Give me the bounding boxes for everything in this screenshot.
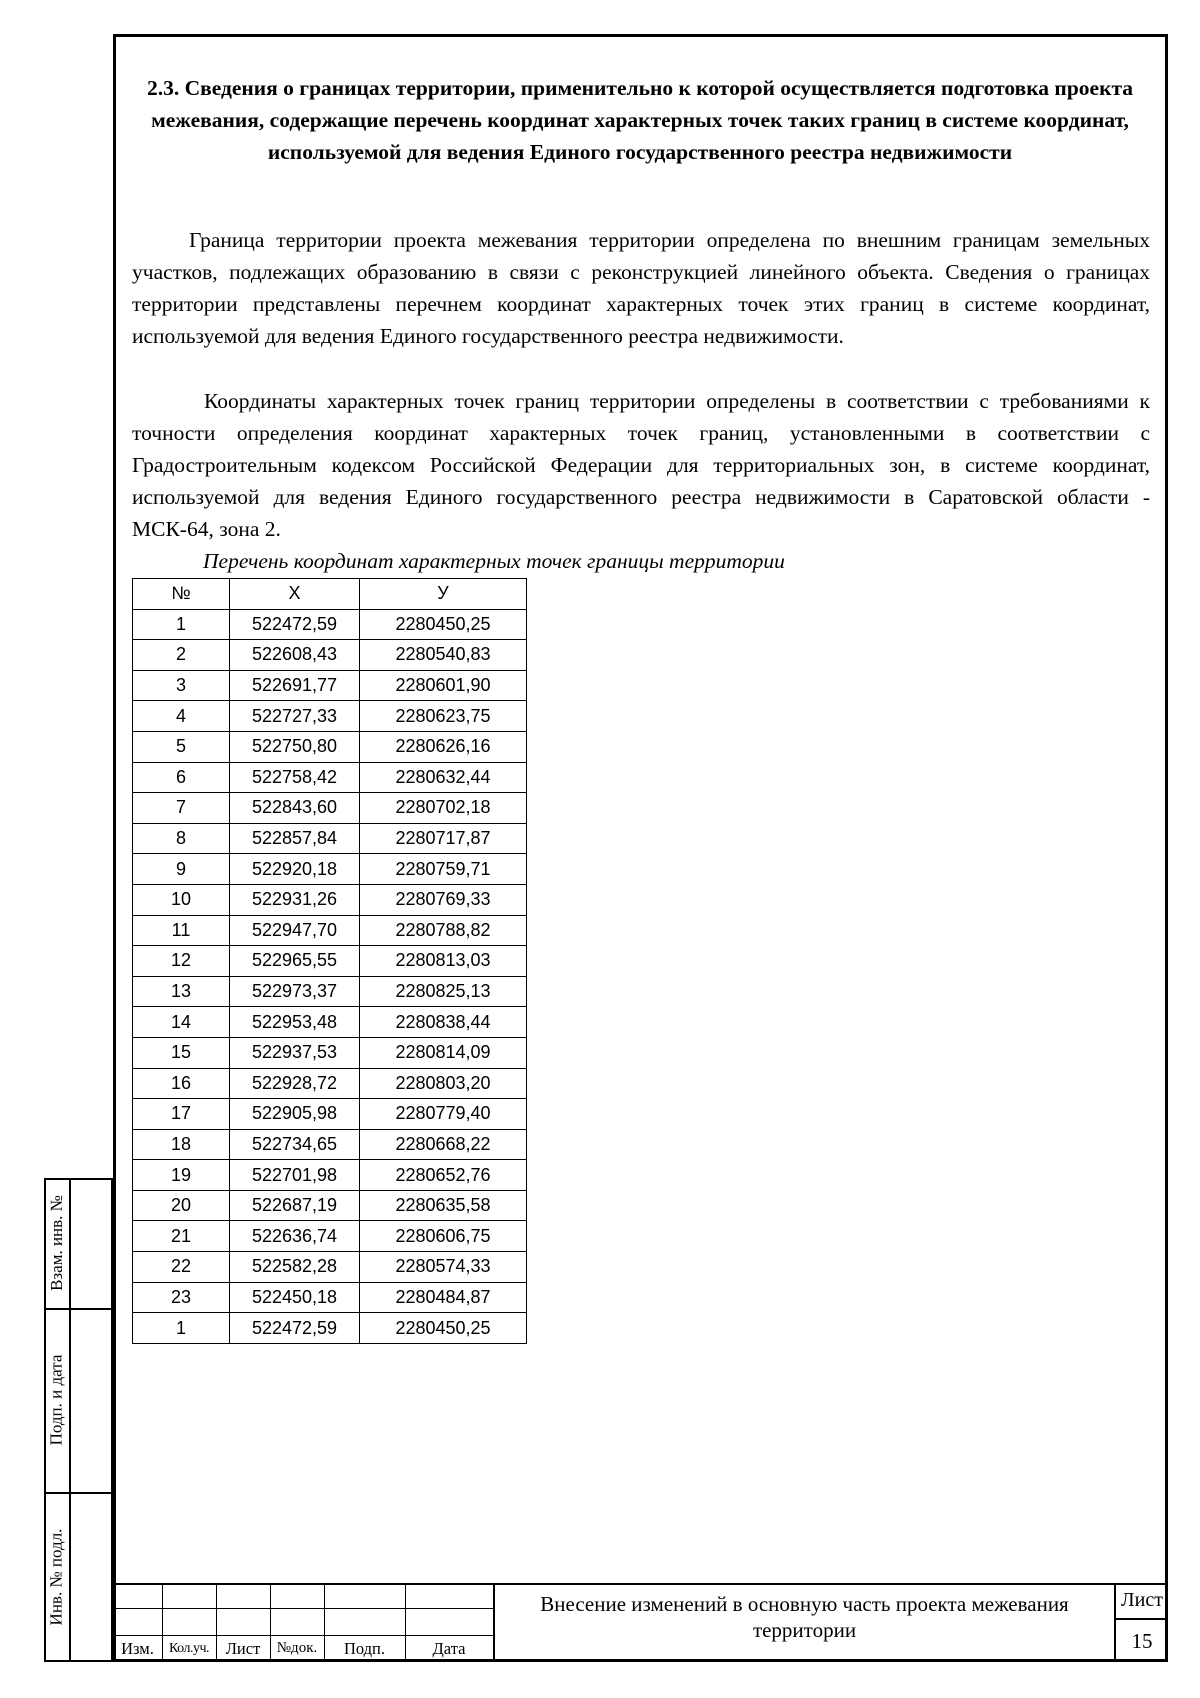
table-row xyxy=(133,762,527,793)
cell-x: 522920,18 xyxy=(230,854,360,885)
cell-x: 522947,70 xyxy=(230,915,360,946)
cell-number: 6 xyxy=(133,762,230,793)
cell-y: 2280717,87 xyxy=(360,823,527,854)
cell-number: 2 xyxy=(133,640,230,671)
header-number: № xyxy=(133,579,230,610)
table-row xyxy=(133,1129,527,1160)
cell-y: 2280626,16 xyxy=(360,731,527,762)
cell-x: 522691,77 xyxy=(230,670,360,701)
table-row xyxy=(133,1282,527,1313)
header-x: Х xyxy=(230,579,360,610)
cell-number: 22 xyxy=(133,1252,230,1283)
cell-x: 522608,43 xyxy=(230,640,360,671)
revision-grid-line xyxy=(113,1608,493,1609)
cell-y: 2280450,25 xyxy=(360,1313,527,1344)
cell-number: 15 xyxy=(133,1037,230,1068)
cell-number: 7 xyxy=(133,793,230,824)
cell-y: 2280779,40 xyxy=(360,1099,527,1130)
table-row xyxy=(133,701,527,732)
cell-x: 522843,60 xyxy=(230,793,360,824)
cell-y: 2280825,13 xyxy=(360,976,527,1007)
cell-x: 522965,55 xyxy=(230,946,360,977)
table-row xyxy=(133,793,527,824)
cell-y: 2280574,33 xyxy=(360,1252,527,1283)
table-row xyxy=(133,946,527,977)
column-document-number: №док. xyxy=(276,1640,318,1656)
table-row xyxy=(133,823,527,854)
cell-number: 23 xyxy=(133,1282,230,1313)
cell-number: 19 xyxy=(133,1160,230,1191)
title-block xyxy=(113,1583,1168,1662)
table-row xyxy=(133,1313,527,1344)
cell-x: 522937,53 xyxy=(230,1037,360,1068)
column-signature: Подп. xyxy=(343,1638,386,1658)
cell-x: 522701,98 xyxy=(230,1160,360,1191)
table-row xyxy=(133,640,527,671)
cell-x: 522953,48 xyxy=(230,1007,360,1038)
side-stamp-field-column xyxy=(69,1178,113,1662)
table-row xyxy=(133,1190,527,1221)
cell-number: 4 xyxy=(133,701,230,732)
cell-x: 522582,28 xyxy=(230,1252,360,1283)
table-row xyxy=(133,609,527,640)
cell-x: 522931,26 xyxy=(230,884,360,915)
cell-x: 522758,42 xyxy=(230,762,360,793)
cell-number: 5 xyxy=(133,731,230,762)
cell-number: 17 xyxy=(133,1099,230,1130)
cell-y: 2280606,75 xyxy=(360,1221,527,1252)
cell-number: 18 xyxy=(133,1129,230,1160)
table-row xyxy=(133,976,527,1007)
cell-x: 522750,80 xyxy=(230,731,360,762)
table-row xyxy=(133,1160,527,1191)
cell-y: 2280803,20 xyxy=(360,1068,527,1099)
cell-number: 11 xyxy=(133,915,230,946)
cell-number: 20 xyxy=(133,1190,230,1221)
cell-x: 522450,18 xyxy=(230,1282,360,1313)
table-caption: Перечень координат характерных точек границы территории xyxy=(203,549,785,573)
table-row xyxy=(133,1007,527,1038)
table-row xyxy=(133,731,527,762)
cell-number: 13 xyxy=(133,976,230,1007)
column-date: Дата xyxy=(432,1638,466,1658)
cell-y: 2280450,25 xyxy=(360,609,527,640)
paragraph-boundary-description: Граница территории проекта межевания территории определена по внешним границам земельных участков, подлежащих образованию в связи с реконструкцией линейного объекта. Сведения о границах территории представлены перечнем координат характерных точек этих границ в системе координат, используемой для ведения Единого государственного реестра недвижимости. xyxy=(132,228,1150,348)
cell-x: 522472,59 xyxy=(230,1313,360,1344)
side-stamp xyxy=(44,1178,113,1662)
sheet-label: Лист xyxy=(1116,1583,1168,1620)
cell-number: 21 xyxy=(133,1221,230,1252)
column-change: Изм. xyxy=(121,1638,154,1658)
cell-number: 3 xyxy=(133,670,230,701)
cell-x: 522857,84 xyxy=(230,823,360,854)
cell-x: 522727,33 xyxy=(230,701,360,732)
table-row xyxy=(133,915,527,946)
table-row xyxy=(133,884,527,915)
side-label-original-inventory: Инв. № подл. xyxy=(46,1528,66,1626)
table-row xyxy=(133,1221,527,1252)
cell-number: 12 xyxy=(133,946,230,977)
document-title: Внесение изменений в основную часть проекта межевания территории xyxy=(493,1583,1116,1662)
side-label-replacement-inventory: Взам. инв. № xyxy=(46,1195,66,1291)
header-y: У xyxy=(360,579,527,610)
table-row xyxy=(133,1068,527,1099)
cell-x: 522928,72 xyxy=(230,1068,360,1099)
cell-x: 522973,37 xyxy=(230,976,360,1007)
cell-y: 2280632,44 xyxy=(360,762,527,793)
table-row xyxy=(133,1252,527,1283)
cell-y: 2280484,87 xyxy=(360,1282,527,1313)
table-row xyxy=(133,1037,527,1068)
cell-number: 1 xyxy=(133,609,230,640)
cell-y: 2280601,90 xyxy=(360,670,527,701)
cell-y: 2280788,82 xyxy=(360,915,527,946)
cell-x: 522636,74 xyxy=(230,1221,360,1252)
coordinates-table-body xyxy=(133,609,527,1343)
paragraph-coordinates-description: Координаты характерных точек границ территории определены в соответствии с требованиями к точности определения координат характерных точек границ, установленными в соответствии с Градостроительным кодексом Российской Федерации для территориальных зон, в системе координат, используемой для ведения Единого государственного реестра недвижимости в Саратовской области - МСК-64, зона 2. xyxy=(132,389,1150,541)
cell-y: 2280623,75 xyxy=(360,701,527,732)
table-row xyxy=(133,854,527,885)
cell-y: 2280702,18 xyxy=(360,793,527,824)
cell-number: 10 xyxy=(133,884,230,915)
cell-y: 2280759,71 xyxy=(360,854,527,885)
cell-x: 522734,65 xyxy=(230,1129,360,1160)
cell-number: 1 xyxy=(133,1313,230,1344)
cell-y: 2280813,03 xyxy=(360,946,527,977)
side-label-signature-date: Подп. и дата xyxy=(46,1354,66,1446)
table-row xyxy=(133,1099,527,1130)
column-sheet: Лист xyxy=(225,1638,261,1658)
cell-number: 16 xyxy=(133,1068,230,1099)
cell-y: 2280540,83 xyxy=(360,640,527,671)
cell-number: 14 xyxy=(133,1007,230,1038)
coordinates-table xyxy=(132,578,527,1344)
cell-number: 8 xyxy=(133,823,230,854)
revision-grid xyxy=(113,1583,493,1662)
column-quantity: Кол.уч. xyxy=(169,1640,209,1656)
table-header-row xyxy=(133,579,527,610)
section-heading: 2.3. Сведения о границах территории, применительно к которой осуществляется подготовка проекта межевания, содержащие перечень координат характерных точек таких границ в системе координат, используемой для ведения Единого государственного реестра недвижимости xyxy=(146,76,1134,164)
cell-y: 2280814,09 xyxy=(360,1037,527,1068)
cell-y: 2280668,22 xyxy=(360,1129,527,1160)
cell-y: 2280652,76 xyxy=(360,1160,527,1191)
cell-x: 522687,19 xyxy=(230,1190,360,1221)
cell-x: 522905,98 xyxy=(230,1099,360,1130)
table-row xyxy=(133,670,527,701)
cell-y: 2280635,58 xyxy=(360,1190,527,1221)
cell-y: 2280838,44 xyxy=(360,1007,527,1038)
cell-number: 9 xyxy=(133,854,230,885)
cell-y: 2280769,33 xyxy=(360,884,527,915)
sheet-number: 15 xyxy=(1131,1628,1153,1653)
cell-x: 522472,59 xyxy=(230,609,360,640)
